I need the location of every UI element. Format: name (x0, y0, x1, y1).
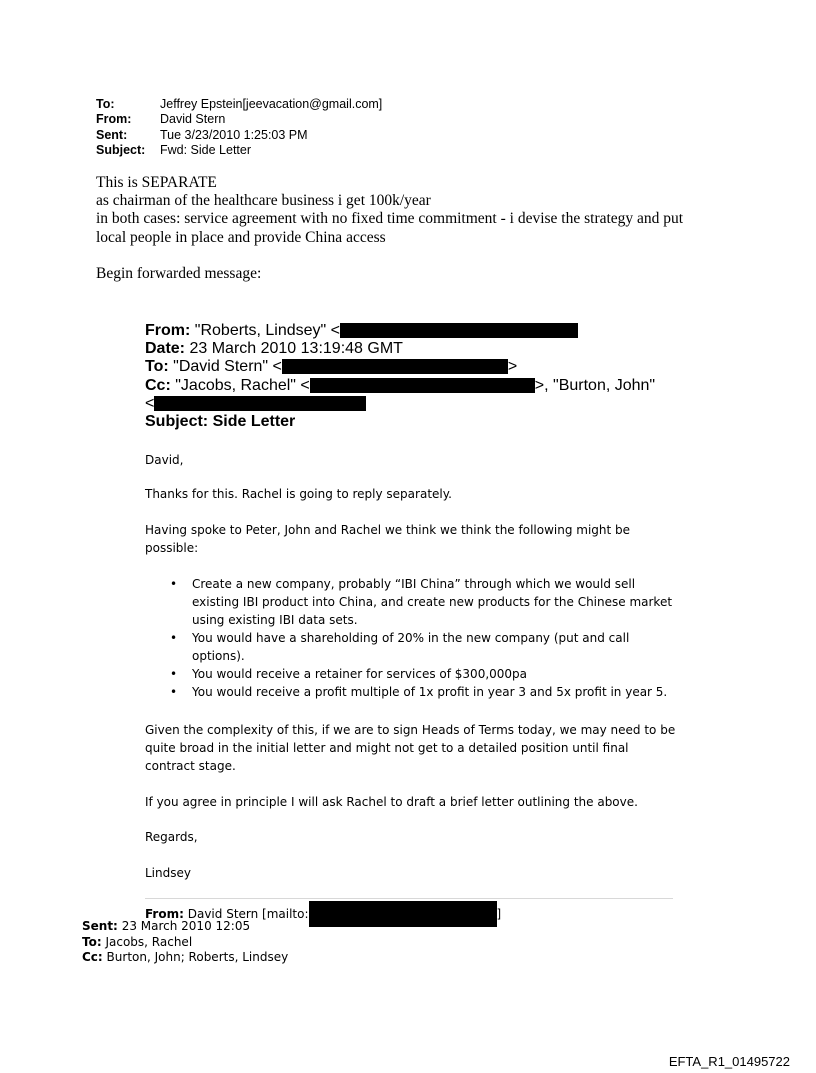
fwd-cc-row-2 (145, 394, 366, 413)
body-line-4: local people in place and provide China access (96, 229, 386, 246)
fwd-cc-mid: >, "Burton, John" (534, 377, 656, 394)
body-line-1: This is SEPARATE (96, 174, 217, 191)
paragraph-2: Having spoke to Peter, John and Rachel we think we think the following might be possible: (145, 523, 631, 555)
body-line-2: as chairman of the healthcare business i get 100k/year (96, 192, 431, 209)
begin-forwarded: Begin forwarded message: (96, 265, 262, 282)
fwd-subject-label: Subject: (145, 413, 209, 430)
fwd-to-value: "David Stern" < (173, 358, 282, 375)
paragraph-1: Thanks for this. Rachel is going to reply separately. (145, 487, 452, 501)
sent-value: Tue 3/23/2010 1:25:03 PM (160, 128, 308, 142)
to-label: To: (96, 97, 115, 111)
bullet-icon: • (170, 685, 178, 699)
bullet-icon: • (170, 667, 178, 681)
salutation: David, (145, 453, 184, 467)
fwd-cc-label: Cc: (145, 377, 171, 394)
fwd-cc-value: "Jacobs, Rachel" < (175, 377, 310, 394)
fwd-date-value: 23 March 2010 13:19:48 GMT (189, 340, 403, 357)
fwd-date-row (145, 339, 403, 358)
fwd-date-label: Date: (145, 340, 186, 357)
earlier-sent-row (82, 918, 250, 934)
fwd-to-label: To: (145, 358, 169, 375)
to-value: Jeffrey Epstein[jeevacation@gmail.com] (160, 97, 383, 111)
earlier-from-label: From: (145, 907, 184, 921)
from-label: From: (96, 112, 132, 126)
earlier-sent-value: 23 March 2010 12:05 (121, 919, 251, 933)
subject-value: Fwd: Side Letter (160, 143, 252, 157)
document-id: EFTA_R1_01495722 (668, 1054, 790, 1069)
body-line-3: in both cases: service agreement with no fixed time commitment - i devise the strategy and put (96, 210, 684, 227)
earlier-to-row (82, 934, 192, 950)
email-sent-row (96, 127, 308, 143)
bullet-icon: • (170, 631, 178, 645)
list-item: • You would receive a retainer for services of $300,000pa (170, 667, 528, 681)
earlier-from-end: ] (496, 907, 502, 921)
earlier-to-value: Jacobs, Rachel (105, 935, 193, 949)
subject-label: Subject: (96, 143, 146, 157)
earlier-cc-value: Burton, John; Roberts, Lindsey (106, 950, 289, 964)
redaction-box (154, 396, 366, 411)
fwd-subject-row (145, 412, 295, 431)
list-item: • You would receive a profit multiple of 1x profit in year 3 and 5x profit in year 5. (170, 685, 668, 699)
fwd-cc-row (145, 376, 655, 395)
from-value: David Stern (160, 112, 226, 126)
fwd-to-end: > (507, 358, 518, 375)
fwd-to-row (145, 357, 517, 376)
email-from-row (96, 111, 225, 127)
fwd-from-label: From: (145, 322, 191, 339)
closing: Regards, (145, 830, 198, 844)
list-item: • You would have a shareholding of 20% in the new company (put and call options). (170, 631, 630, 663)
sent-label: Sent: (96, 128, 128, 142)
redaction-box (309, 901, 497, 927)
earlier-cc-label: Cc: (82, 950, 103, 964)
earlier-to-label: To: (82, 935, 102, 949)
earlier-cc-row (82, 949, 288, 965)
fwd-cc-line2-start: < (145, 395, 155, 412)
divider (145, 898, 673, 899)
bullet-list (145, 575, 685, 701)
paragraph-3: Given the complexity of this, if we are to sign Heads of Terms today, we may need to be quite broad in the initial letter and might not get to a detailed position until final contract stage. (145, 723, 676, 773)
bullet-icon: • (170, 577, 178, 591)
paragraph-4: If you agree in principle I will ask Rachel to draft a brief letter outlining the above. (145, 795, 638, 809)
earlier-from-value: David Stern [mailto: (187, 907, 309, 921)
fwd-subject-value: Side Letter (212, 413, 296, 430)
redaction-box (282, 359, 508, 374)
redaction-box (340, 323, 578, 338)
fwd-from-value: "Roberts, Lindsey" < (194, 322, 340, 339)
redaction-box (310, 378, 535, 393)
email-subject-row (96, 142, 251, 158)
earlier-sent-label: Sent: (82, 919, 118, 933)
list-item: • Create a new company, probably “IBI China” through which we would sell existing IBI product into China, and create new products for the Chinese market using existing IBI data sets. (170, 577, 673, 627)
email-to-row (96, 96, 382, 112)
signature: Lindsey (145, 866, 191, 880)
fwd-from-row (145, 321, 578, 340)
